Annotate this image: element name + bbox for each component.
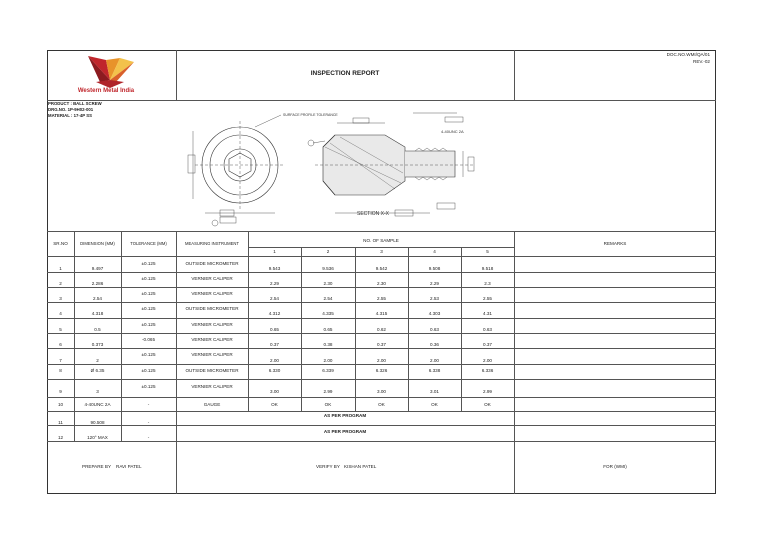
sample-cell: 9.542 <box>375 266 388 271</box>
sample-cell: 3.01 <box>430 389 439 394</box>
sample-cell: 2.00 <box>270 358 279 363</box>
table-row <box>47 348 514 364</box>
svg-text:SURFACE PROFILE TOLERANCE: SURFACE PROFILE TOLERANCE <box>283 113 338 117</box>
sample-cell: 0.37 <box>377 342 386 347</box>
sample-cell: OK <box>484 402 491 407</box>
sample-cell: 2.00 <box>323 358 333 363</box>
dimension-cell: 2.286 <box>91 281 104 286</box>
sample-cell: OK <box>271 402 278 407</box>
page-title: INSPECTION REPORT <box>310 70 380 77</box>
tolerance-cell: - <box>147 435 150 440</box>
header-divider-right <box>514 50 515 101</box>
sample-cell: 0.36 <box>430 342 439 347</box>
instrument-cell: VERNIER CALIPER <box>191 352 233 357</box>
table-row <box>47 302 514 318</box>
sample-cell: 2.29 <box>270 281 279 286</box>
sample-cell: 4.312 <box>268 311 281 316</box>
col-header-remarks: REMARKS <box>603 241 627 246</box>
part-drawing <box>185 103 485 231</box>
sr-cell: 1 <box>59 266 62 271</box>
tolerance-cell: ±0.125 <box>141 352 156 357</box>
product-name: PRODUCT : BALL SCREW <box>48 101 102 106</box>
instrument-cell: VERNIER CALIPER <box>191 291 233 296</box>
sample-cell: 3.00 <box>377 389 386 394</box>
svg-text:4-40UNC 2A: 4-40UNC 2A <box>441 129 464 134</box>
sr-cell: 9 <box>59 389 62 394</box>
sample-cell: 2.30 <box>377 281 386 286</box>
sample-cell: OK <box>324 402 332 407</box>
sample-number: 1 <box>273 249 276 254</box>
dimension-cell: 0.5 <box>94 327 101 332</box>
sample-cell: 4.315 <box>375 311 388 316</box>
sample-cell: 9.518 <box>481 266 494 271</box>
sample-cell: 2.00 <box>483 358 492 363</box>
dimension-cell: 4.318 <box>91 311 104 316</box>
sample-cell: 2.55 <box>377 296 386 301</box>
table-row <box>47 364 514 379</box>
sample-cell: OK <box>378 402 385 407</box>
sample-cell: 6.336 <box>481 368 494 373</box>
dimension-cell: 120° MAX <box>87 435 108 440</box>
col-header-dimension: DIMENSION (MM) <box>80 241 115 246</box>
company-name: Western Metal India <box>77 88 135 94</box>
revision: REV.-02 <box>693 59 710 64</box>
svg-text:SECTION X-X: SECTION X-X <box>357 211 389 217</box>
sample-subheader-line <box>248 247 514 248</box>
table-row <box>47 318 514 333</box>
instrument-cell: VERNIER CALIPER <box>191 337 233 342</box>
sample-cell: 2.00 <box>430 358 439 363</box>
dimension-cell: 9.497 <box>91 266 104 271</box>
table-row <box>47 425 514 441</box>
verified-by-name: KISHAN PATEL <box>344 464 377 469</box>
verified-by-label: VERIFY BY <box>316 464 340 469</box>
program-note: AS PER PROGRAM <box>323 413 367 418</box>
sr-cell: 4 <box>59 311 62 316</box>
sample-cell: 2.3 <box>484 281 491 286</box>
dimension-cell: 3 <box>96 389 99 394</box>
table-top-line <box>47 231 716 232</box>
sample-cell: 0.38 <box>323 342 333 347</box>
col-line <box>514 231 515 494</box>
tolerance-cell: - <box>147 402 150 407</box>
sample-cell: 2.99 <box>323 389 333 394</box>
dimension-cell: 2 <box>96 358 99 363</box>
sr-cell: 7 <box>59 358 62 363</box>
prepared-by-label: PREPARE BY <box>82 464 112 469</box>
sample-cell: 4.303 <box>428 311 441 316</box>
tolerance-cell: ±0.125 <box>141 384 156 389</box>
material: MATERIAL : 17-4P SS <box>48 113 92 118</box>
col-header-sr: SR.NO <box>53 241 68 246</box>
table-row <box>47 272 514 287</box>
table-row <box>47 287 514 302</box>
sample-cell: 0.37 <box>270 342 279 347</box>
sample-cell: 4.335 <box>322 311 334 316</box>
sample-cell: 0.65 <box>270 327 279 332</box>
sr-cell: 10 <box>57 402 64 407</box>
instrument-cell: OUTSIDE MICROMETER <box>185 368 239 373</box>
col-header-samples: NO. OF SAMPLE <box>363 238 399 243</box>
sample-cell: 6.326 <box>375 368 388 373</box>
header-bottom-line <box>47 100 716 101</box>
instrument-cell: VERNIER CALIPER <box>191 322 233 327</box>
tolerance-cell: ±0.125 <box>141 261 156 266</box>
col-header-tolerance: TOLERANCE (MM) <box>130 241 167 246</box>
sr-cell: 11 <box>58 420 63 425</box>
sample-cell: 6.338 <box>428 368 441 373</box>
prepared-by-name: RAVI PATEL <box>116 464 142 469</box>
sample-cell: 2.53 <box>430 296 439 301</box>
sample-number: 2 <box>326 249 330 254</box>
sample-cell: 2.54 <box>270 296 279 301</box>
doc-number: DOC.NO.WMI/QA/01 <box>666 52 710 57</box>
instrument-cell: OUTSIDE MICROMETER <box>185 261 239 266</box>
sample-cell: 2.29 <box>430 281 439 286</box>
table-row <box>47 379 514 397</box>
sr-cell: 6 <box>59 342 62 347</box>
instrument-cell: VERNIER CALIPER <box>191 276 233 281</box>
table-row <box>47 397 514 411</box>
program-note: AS PER PROGRAM <box>323 429 367 434</box>
sample-cell: 9.536 <box>322 266 334 271</box>
sample-number: 5 <box>486 249 489 254</box>
sample-cell: OK <box>431 402 438 407</box>
table-row <box>47 256 514 272</box>
table-bottom-line <box>47 441 716 442</box>
sample-cell: 0.37 <box>483 342 492 347</box>
tolerance-cell: ±0.125 <box>141 291 156 296</box>
sample-cell: 6.330 <box>268 368 281 373</box>
sample-cell: 3.00 <box>270 389 279 394</box>
sample-number: 3 <box>380 249 383 254</box>
tolerance-cell: ±0.125 <box>141 368 156 373</box>
sr-cell: 2 <box>59 281 62 286</box>
sample-cell: 2.54 <box>323 296 333 301</box>
sample-cell: 2.30 <box>323 281 333 286</box>
tolerance-cell: ±0.125 <box>141 322 156 327</box>
drawing-number: DRG.NO. 1P-9H02-001 <box>48 107 94 112</box>
tolerance-cell: ±0.125 <box>141 276 156 281</box>
sample-cell: 2.99 <box>483 389 492 394</box>
sr-cell: 3 <box>59 296 62 301</box>
dimension-cell: 2.54 <box>93 296 102 301</box>
tolerance-cell: - <box>147 420 150 425</box>
sample-cell: 9.508 <box>428 266 441 271</box>
sample-cell: 0.63 <box>483 327 492 332</box>
sample-cell: 2.00 <box>377 358 386 363</box>
sr-cell: 5 <box>59 327 62 332</box>
for-company-label: FOR (WMI) <box>603 464 627 469</box>
instrument-cell: OUTSIDE MICROMETER <box>185 306 239 311</box>
sample-cell: 0.65 <box>323 327 333 332</box>
col-header-instrument: MEASURING INSTRUMENT <box>185 241 239 246</box>
table-row <box>47 411 514 425</box>
dimension-cell: 4-40UNC 2A <box>84 402 111 407</box>
sample-cell: 4.31 <box>483 311 492 316</box>
instrument-cell: VERNIER CALIPER <box>191 384 233 389</box>
sample-cell: 0.63 <box>430 327 439 332</box>
sample-cell: 6.339 <box>322 368 334 373</box>
dimension-cell: Ø 6.35 <box>90 368 105 373</box>
sr-cell: 8 <box>59 368 62 373</box>
instrument-cell: GAUGE <box>203 402 221 407</box>
sample-cell: 2.55 <box>483 296 492 301</box>
sample-cell: 9.543 <box>268 266 281 271</box>
sample-number: 4 <box>433 249 436 254</box>
dimension-cell: 90.508 <box>90 420 105 425</box>
table-row <box>47 333 514 348</box>
tolerance-cell: ±0.125 <box>141 306 156 311</box>
dimension-cell: 0.373 <box>91 342 104 347</box>
sample-cell: 0.62 <box>377 327 386 332</box>
tolerance-cell: -0.065 <box>141 337 156 342</box>
sr-cell: 12 <box>57 435 64 440</box>
